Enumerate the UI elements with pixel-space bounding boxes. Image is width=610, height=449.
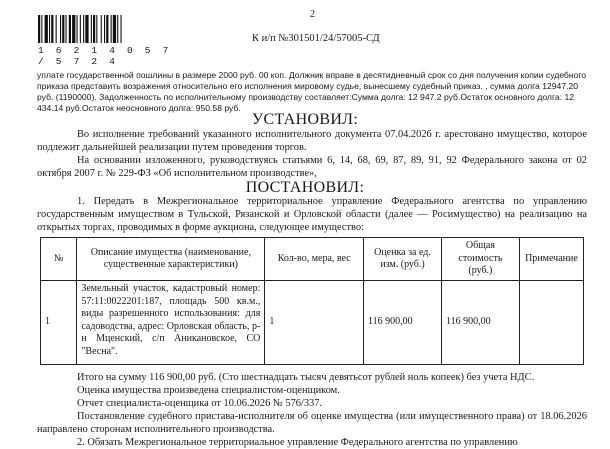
- row-note: [519, 281, 583, 365]
- row-number: 1: [41, 281, 77, 365]
- table-header-row: [41, 238, 584, 281]
- report-line: Отчет специалиста-оценщика от 10.06.2026 № 576/337.: [77, 398, 323, 409]
- header-quantity: Кол-во, мера, вес: [265, 238, 364, 281]
- property-table: [40, 237, 584, 365]
- barcode-number: 1 6 2 1 4 0 5 7 / 5 7 2 4: [38, 45, 172, 67]
- section-title-established: УСТАНОВИЛ:: [251, 111, 359, 128]
- row-total: 116 900,00: [441, 281, 519, 365]
- table-row: [41, 281, 584, 365]
- row-quantity: 1: [265, 281, 364, 365]
- row-description: Земельный участок, кадастровый номер: 57:11:0022201:187, площадь 500 кв.м., виды разрешенного использования: для садоводства, адрес: Орловская область, р-н Мценский, с/п Аникановское, СО "Весна".: [77, 281, 265, 365]
- intro-text: уплате государственной пошлины в размере 2000 руб. 00 коп. Должник вправе в десятидневный срок со дня получения копии судебного приказа представить возражения относительно его исполнения мировому судье, вынесшему судебный приказ. , сумма долга 12947.20 руб. (1190000). Задолженность по исполнительному производству составляет:Сумма долга: 12 947.2 руб.Остаток основного долга: 12 434.14 руб.Остаток неосновного долга: 950.58 руб.: [37, 70, 587, 113]
- case-number: К и/п №301501/24/57005-СД: [252, 33, 380, 44]
- resolved-paragraph-1: 1. Передать в Межрегиональное территориальное управление Федерального агентства по управлению государственным имуществом в Тульской, Рязанской и Орловской области (далее — Росимущество) на реализацию на открытых торгах, проводимых в форме аукциона, следующее имущество:: [37, 196, 587, 233]
- row-unit-price: 116 900,00: [364, 281, 442, 365]
- appraisal-line: Оценка имущества произведена специалистом-оценщиком.: [77, 385, 340, 396]
- header-total: Общая стоимость (руб.): [441, 238, 519, 281]
- page-number: 2: [310, 9, 315, 20]
- obligation-line: 2. Обязать Межрегиональное территориальное управление Федерального агентства по управлению: [77, 437, 518, 448]
- header-note: Примечание: [519, 238, 583, 281]
- header-description: Описание имущества (наименование, существенные характеристики): [77, 238, 265, 281]
- established-paragraph-2: На основании изложенного, руководствуясь статьями 6, 14, 68, 69, 87, 89, 91, 92 Федерального закона от 02 октября 2007 г. № 229-ФЗ «Об исполнительном производстве»,: [37, 155, 587, 179]
- header-unit-price: Оценка за ед. изм. (руб.): [364, 238, 442, 281]
- section-title-resolved: ПОСТАНОВИЛ:: [245, 179, 365, 196]
- total-line: Итого на сумму 116 900,00 руб. (Сто шестнадцать тысяч девятьсот рублей ноль копеек) без учета НДС.: [77, 372, 535, 383]
- notice-line: Постановление судебного пристава-исполнителя об оценке имущества (или имущественного права) от 18.06.2026 направлено сторонам исполнительного производства.: [37, 411, 587, 435]
- header-number: №: [41, 238, 77, 281]
- established-paragraph-1: Во исполнение требований указанного исполнительного документа 07.04.2026 г. арестовано имущество, которое подлежит дальнейшей реализации путем проведения торгов.: [37, 129, 587, 153]
